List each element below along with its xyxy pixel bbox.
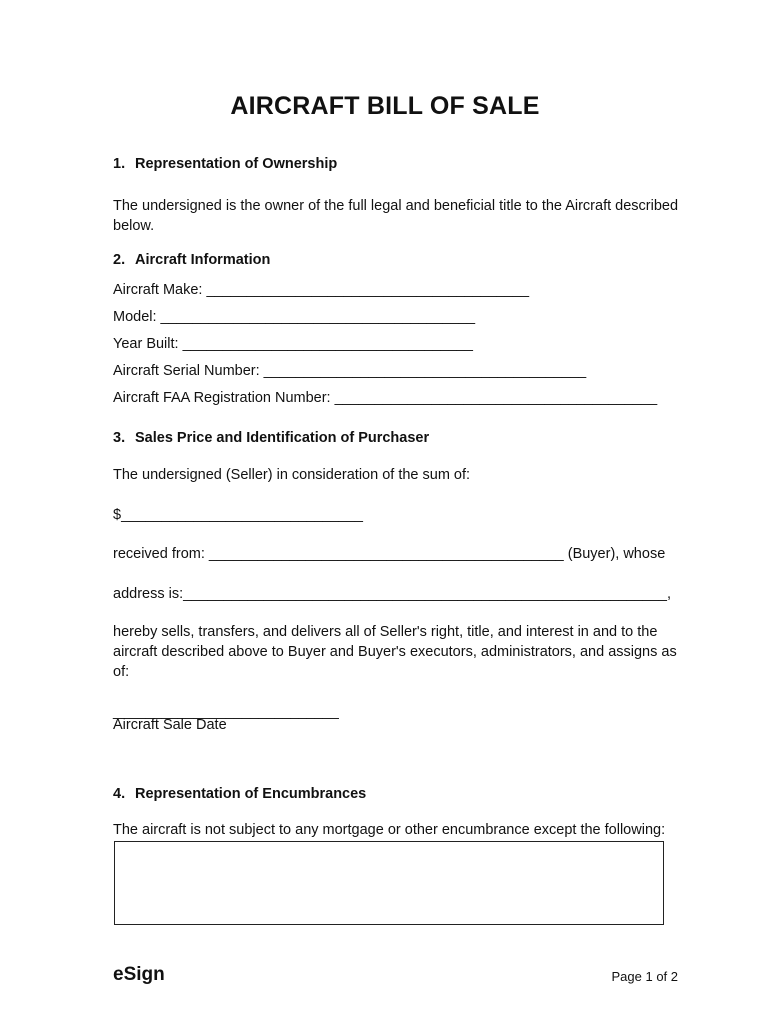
serial-number-field[interactable]: Aircraft Serial Number: ________________________________________ — [113, 363, 587, 379]
sum-amount-field[interactable]: $______________________________ — [113, 507, 363, 523]
section-1-heading — [113, 156, 337, 172]
section-2-number: 2. — [113, 252, 126, 268]
section-3-heading — [113, 430, 429, 446]
encumbrances-text-box[interactable] — [114, 841, 664, 925]
page-number: Page 1 of 2 — [611, 969, 678, 984]
section-3-title: Sales Price and Identification of Purchaser — [135, 430, 430, 446]
year-built-field[interactable]: Year Built: ____________________________________ — [113, 336, 473, 352]
esign-logo: eSign — [113, 964, 165, 985]
section-4-body: The aircraft is not subject to any mortgage or other encumbrance except the following: — [113, 822, 666, 838]
model-field[interactable]: Model: _______________________________________ — [113, 309, 476, 325]
section-3-body: hereby sells, transfers, and delivers all of Seller's right, title, and interest in and to the aircraft described above to Buyer and Buyer's executors, administrators, and assigns as of: — [113, 624, 677, 680]
section-3-intro: The undersigned (Seller) in consideration of the sum of: — [113, 467, 471, 483]
buyer-name-field[interactable]: received from: ____________________________________________ (Buyer), whose — [113, 546, 666, 562]
aircraft-make-field[interactable]: Aircraft Make: ________________________________________ — [113, 282, 530, 298]
faa-registration-field[interactable]: Aircraft FAA Registration Number: ________________________________________ — [113, 390, 658, 406]
section-3-number: 3. — [113, 430, 126, 446]
section-4-heading — [113, 786, 366, 802]
section-1-body: The undersigned is the owner of the full legal and beneficial title to the Aircraft described below. — [113, 198, 679, 234]
section-4-number: 4. — [113, 786, 126, 802]
document-title: AIRCRAFT BILL OF SALE — [230, 92, 540, 120]
section-2-title: Aircraft Information — [135, 252, 271, 268]
section-1-number: 1. — [113, 156, 126, 172]
sale-date-field[interactable]: ____________________________ — [113, 704, 339, 720]
sale-date-label: Aircraft Sale Date — [113, 717, 227, 733]
section-1-title: Representation of Ownership — [135, 156, 338, 172]
section-2-heading — [113, 252, 270, 268]
buyer-address-field[interactable]: address is:____________________________________________________________, — [113, 586, 671, 602]
section-4-title: Representation of Encumbrances — [135, 786, 367, 802]
